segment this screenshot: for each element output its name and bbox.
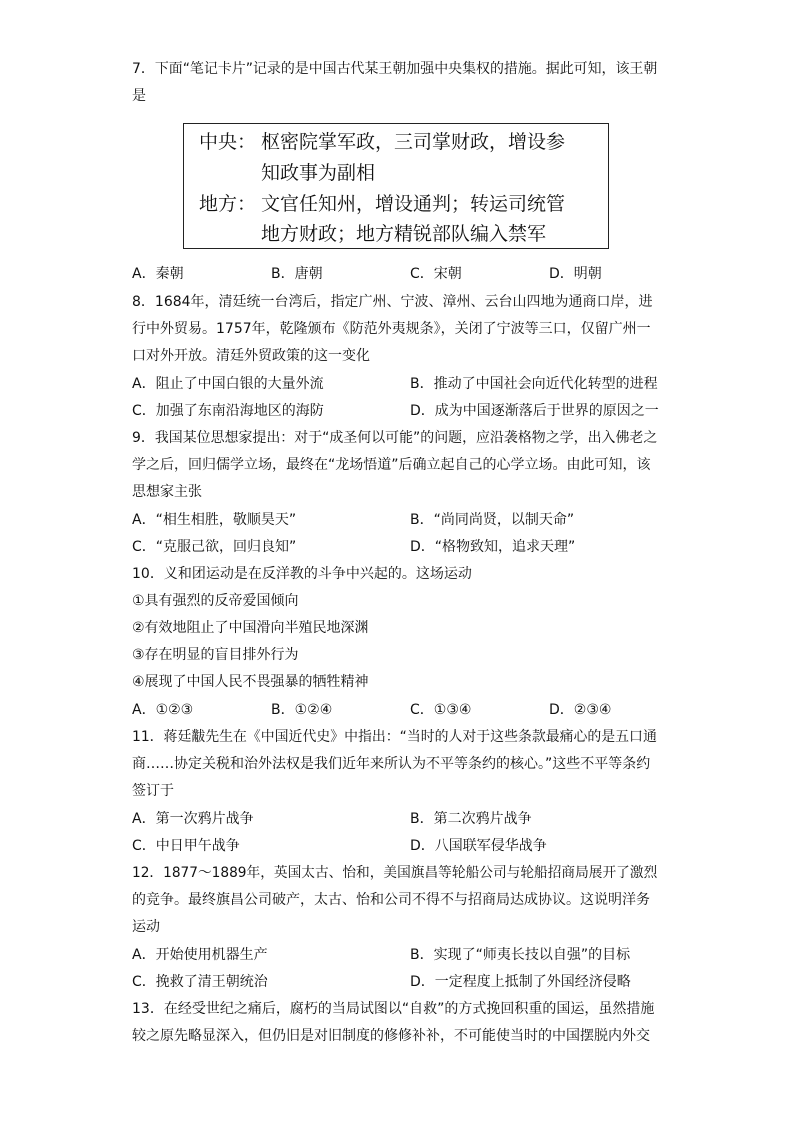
- q8-option-a: A．阻止了中国白银的大量外流: [132, 376, 324, 392]
- q7-stem-line-1: 7．下面“笔记卡片”记录的是中国古代某王朝加强中央集权的措施。据此可知，该王朝: [132, 61, 658, 77]
- card-central-line-1: 枢密院掌军政，三司掌财政，增设参: [261, 131, 566, 153]
- q11-stem-line-3: 签订于: [132, 783, 174, 799]
- q9-stem-line-1: 9．我国某位思想家提出：对于“成圣何以可能”的问题，应沿袭格物之学，出入佛老之: [132, 430, 658, 446]
- card-local-line-2: 地方财政；地方精锐部队编入禁军: [261, 223, 547, 245]
- q7-option-b: B．唐朝: [271, 266, 323, 282]
- q9-option-d: D．“格物致知，追求天理”: [410, 539, 576, 555]
- card-local-line-1: 文官任知州，增设通判；转运司统管: [261, 193, 566, 215]
- q12-option-a: A．开始使用机器生产: [132, 947, 268, 963]
- q8-stem-line-1: 8．1684年，清廷统一台湾后，指定广州、宁波、漳州、云台山四地为通商口岸，进: [132, 294, 653, 310]
- q8-option-d: D．成为中国逐渐落后于世界的原因之一: [410, 403, 659, 419]
- q9-option-c: C．“克服己欲，回归良知”: [132, 539, 297, 555]
- q11-stem-line-2: 商……协定关税和治外法权是我们近年来所认为不平等条约的核心。”这些不平等条约: [132, 756, 651, 772]
- q7-option-d: D．明朝: [549, 266, 602, 282]
- q13-stem-line-1: 13．在经受世纪之痛后，腐朽的当局试图以“自救”的方式挽回积重的国运，虽然措施: [132, 1001, 655, 1017]
- q7-option-a: A．秦朝: [132, 266, 184, 282]
- q11-option-b: B．第二次鸦片战争: [410, 811, 532, 827]
- q11-option-a: A．第一次鸦片战争: [132, 811, 254, 827]
- q9-stem-line-3: 思想家主张: [132, 484, 202, 500]
- q12-stem-line-1: 12．1877～1889年，英国太古、怡和，美国旗昌等轮船公司与轮船招商局展开了激烈: [132, 865, 658, 881]
- q11-option-c: C．中日甲午战争: [132, 838, 240, 854]
- q10-item-2: ②有效地阻止了中国滑向半殖民地深渊: [132, 620, 369, 636]
- q8-option-b: B．推动了中国社会向近代化转型的进程: [410, 376, 658, 392]
- q10-stem: 10．义和团运动是在反洋教的斗争中兴起的。这场运动: [132, 566, 472, 582]
- q10-option-a: A．①②③: [132, 702, 194, 718]
- card-central-line-2: 知政事为副相: [261, 162, 376, 184]
- q11-stem-line-1: 11．蒋廷黻先生在《中国近代史》中指出：“当时的人对于这些条款最痛心的是五口通: [132, 729, 657, 745]
- q10-option-d: D．②③④: [549, 702, 612, 718]
- q10-item-4: ④展现了中国人民不畏强暴的牺牲精神: [132, 674, 369, 690]
- q7-option-c: C．宋朝: [410, 266, 462, 282]
- q12-stem-line-3: 运动: [132, 919, 160, 935]
- card-local-label: 地方：: [199, 193, 257, 215]
- q10-option-b: B．①②④: [271, 702, 333, 718]
- q8-option-c: C．加强了东南沿海地区的海防: [132, 403, 324, 419]
- q12-option-b: B．实现了“师夷长技以自强”的目标: [410, 947, 631, 963]
- q13-stem-line-2: 较之原先略显深入，但仍旧是对旧制度的修修补补，不可能使当时的中国摆脱内外交: [132, 1028, 650, 1044]
- note-card: [183, 123, 609, 249]
- q10-item-1: ①具有强烈的反帝爱国倾向: [132, 593, 299, 609]
- card-central-label: 中央：: [199, 131, 257, 153]
- q10-item-3: ③存在明显的盲目排外行为: [132, 647, 299, 663]
- q9-option-b: B．“尚同尚贤，以制天命”: [410, 512, 575, 528]
- q11-option-d: D．八国联军侵华战争: [410, 838, 547, 854]
- q12-option-d: D．一定程度上抵制了外国经济侵略: [410, 974, 631, 990]
- q8-stem-line-3: 口对外开放。清廷外贸政策的这一变化: [132, 348, 370, 364]
- q12-option-c: C．挽救了清王朝统治: [132, 974, 268, 990]
- q9-stem-line-2: 学之后，回归儒学立场，最终在“龙场悟道”后确立起自己的心学立场。由此可知，该: [132, 457, 651, 473]
- q9-option-a: A．“相生相胜，敬顺昊天”: [132, 512, 297, 528]
- q10-option-c: C．①③④: [410, 702, 472, 718]
- q12-stem-line-2: 的竞争。最终旗昌公司破产，太古、怡和公司不得不与招商局达成协议。这说明洋务: [132, 892, 650, 908]
- q8-stem-line-2: 行中外贸易。1757年，乾隆颁布《防范外夷规条》，关闭了宁波等三口，仅留广州一: [132, 321, 651, 337]
- q7-stem-line-2: 是: [132, 88, 146, 104]
